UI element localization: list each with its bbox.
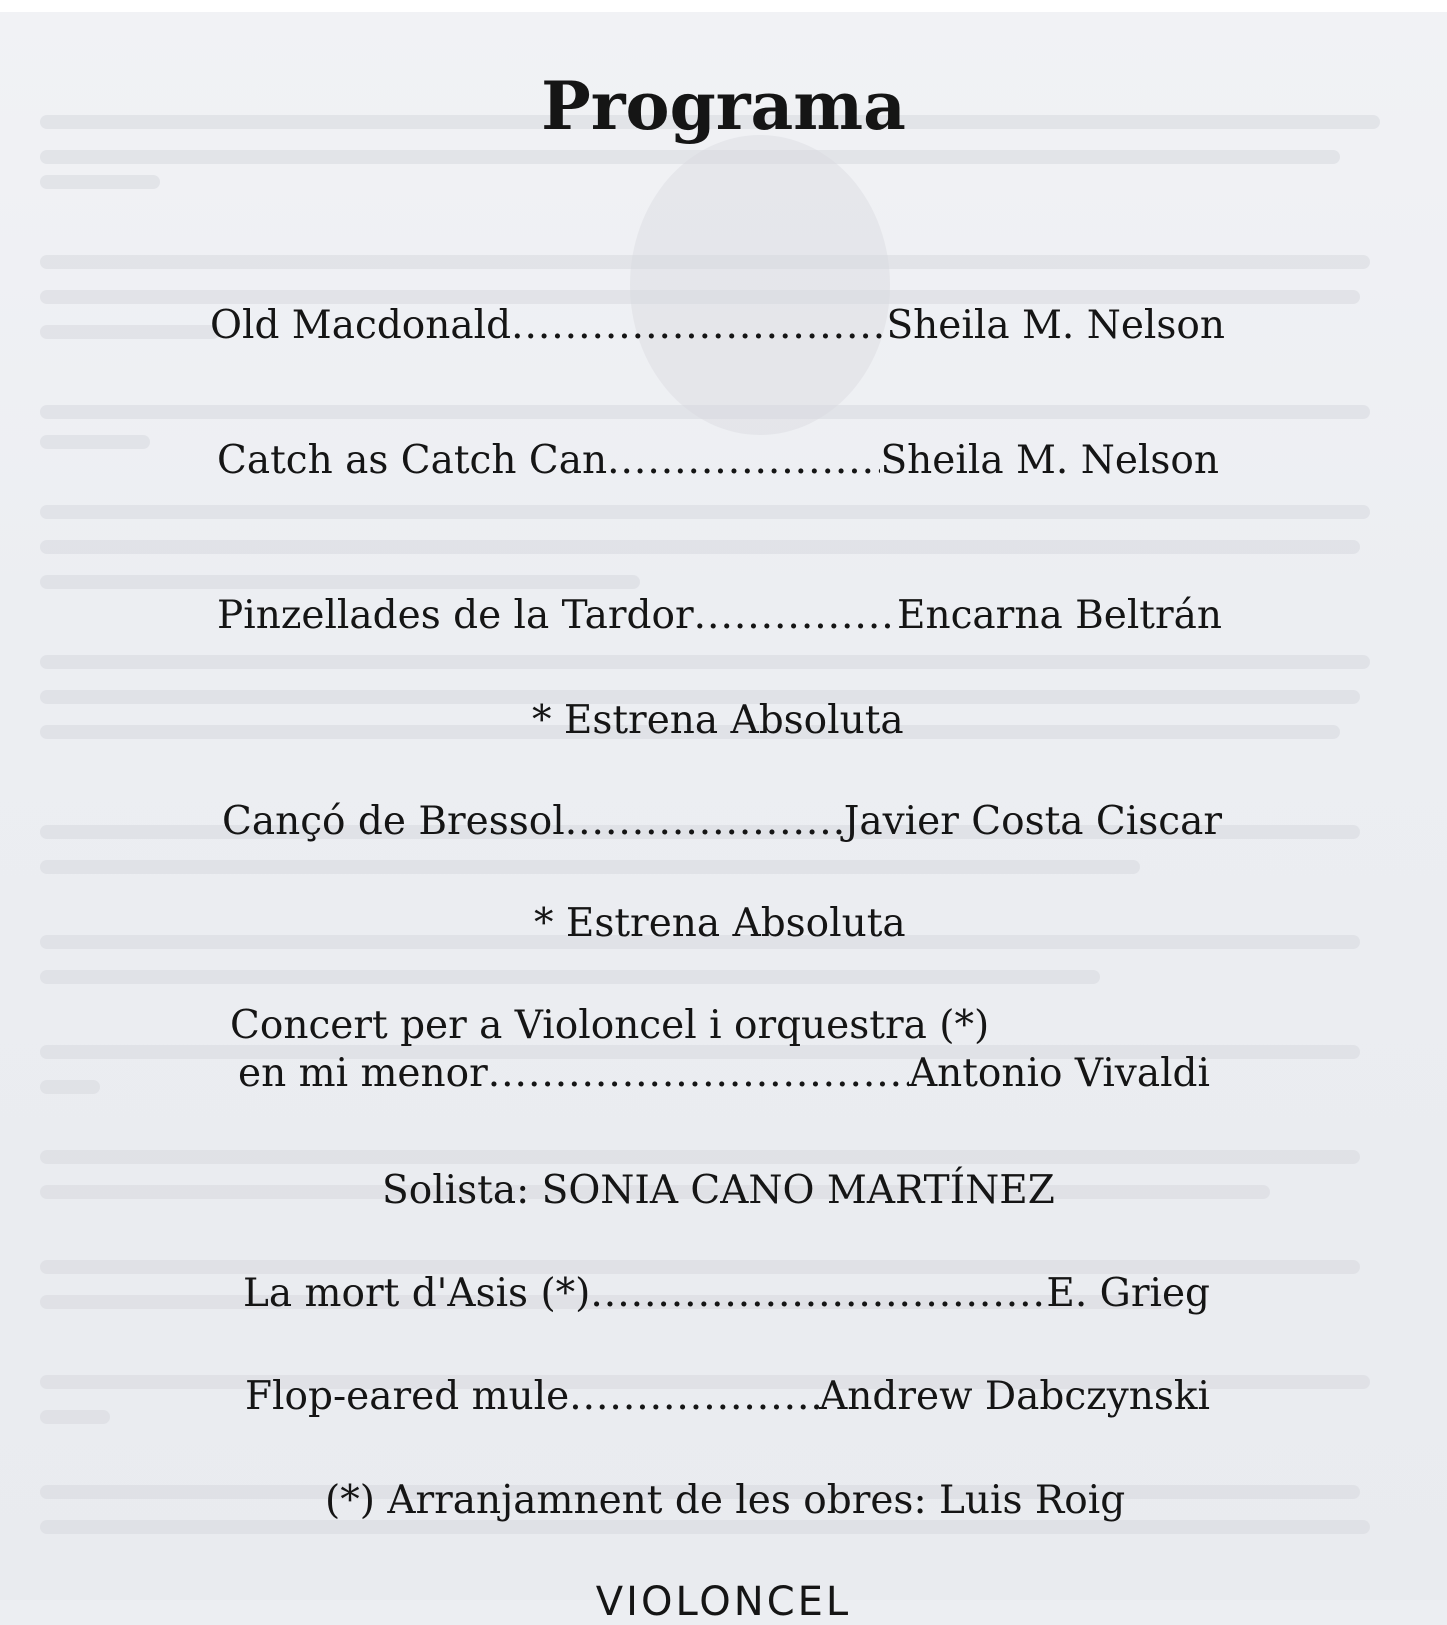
- piece-title: La mort d'Asis (*): [243, 1271, 591, 1316]
- leader-dots: [569, 1373, 819, 1421]
- program-item: [210, 302, 1225, 350]
- composer-name: Encarna Beltrán: [897, 593, 1222, 638]
- composer-name: E. Grieg: [1046, 1271, 1210, 1316]
- leader-dots: [607, 437, 880, 485]
- composer-name: Javier Costa Ciscar: [843, 799, 1222, 844]
- leader-dots: [565, 798, 844, 846]
- composer-name: Antonio Vivaldi: [908, 1051, 1210, 1096]
- piece-title: en mi menor: [238, 1051, 488, 1096]
- premiere-note: * Estrena Absoluta: [532, 698, 904, 743]
- composer-name: Sheila M. Nelson: [880, 438, 1219, 483]
- program-item: [217, 592, 1222, 640]
- program-item: [217, 437, 1219, 485]
- program-item: [238, 1050, 1210, 1098]
- premiere-note: * Estrena Absoluta: [534, 901, 906, 946]
- leader-dots: [488, 1050, 909, 1098]
- leader-dots: [590, 1270, 1046, 1318]
- piece-title: Flop-eared mule: [245, 1374, 570, 1419]
- piece-title: Cançó de Bressol: [222, 799, 565, 844]
- program-item: [245, 1373, 1210, 1421]
- concerto-title-line: Concert per a Violoncel i orquestra (*): [230, 1003, 990, 1048]
- program-item: [222, 798, 1222, 846]
- program-item: [243, 1270, 1210, 1318]
- piece-title: Old Macdonald: [210, 303, 512, 348]
- leader-dots: [511, 302, 886, 350]
- arrangement-note: (*) Arranjamnent de les obres: Luis Roig: [325, 1478, 1126, 1523]
- piece-title: Catch as Catch Can: [217, 438, 608, 483]
- composer-name: Andrew Dabczynski: [819, 1374, 1210, 1419]
- soloist-line: Solista: SONIA CANO MARTÍNEZ: [382, 1168, 1055, 1213]
- composer-name: Sheila M. Nelson: [886, 303, 1225, 348]
- page-top-edge: [0, 0, 1447, 12]
- leader-dots: [694, 592, 897, 640]
- page-title: Programa: [541, 67, 906, 145]
- footer-heading: VIOLONCEL: [595, 1579, 852, 1625]
- piece-title: Pinzellades de la Tardor: [217, 593, 694, 638]
